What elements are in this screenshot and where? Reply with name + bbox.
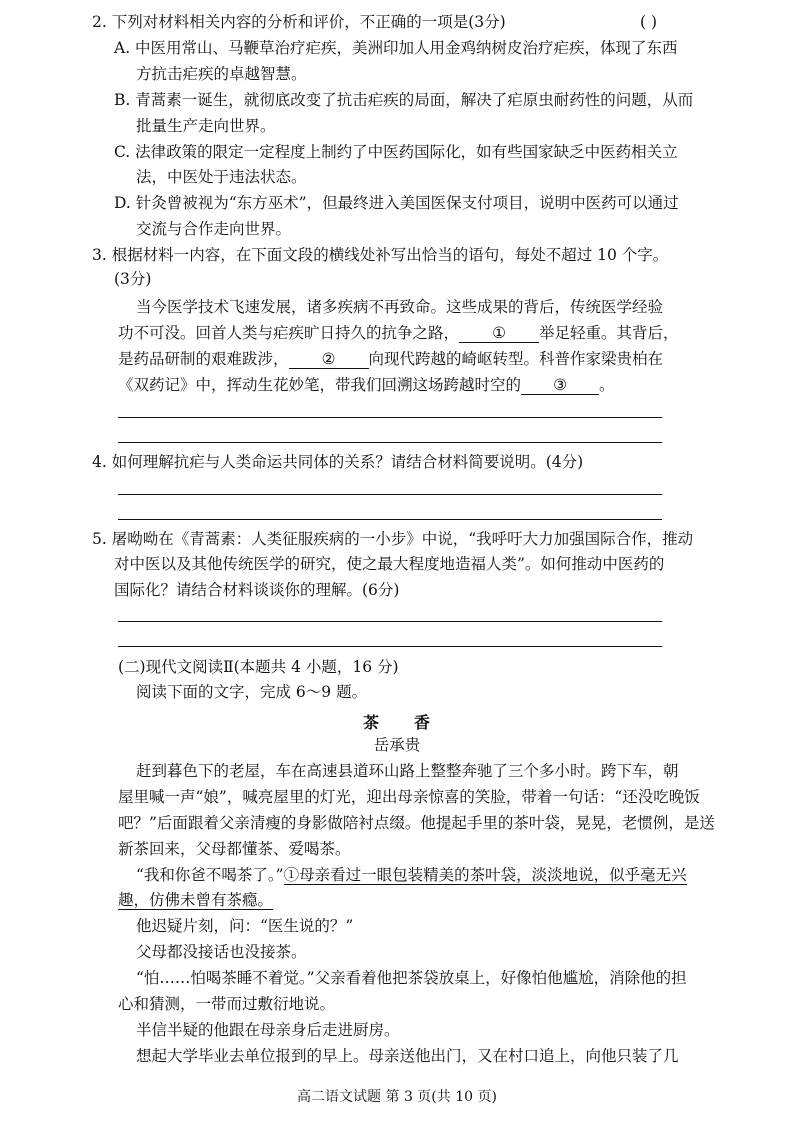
article-paragraph-line: 想起大学毕业去单位报到的早上。母亲送他出门，又在村口追上，向他只装了几 [136,1047,679,1065]
article-paragraph-line: 吧？”后面跟着父亲清瘦的身影做陪衬点缀。他提起手里的茶叶袋，晃晃，老惯例，是送 [118,814,715,832]
question-3-line1: 3. 根据材料一内容，在下面文段的横线处补写出恰当的语句，每处不超过 10 个字。 [92,246,669,264]
article-title: 茶 香 [362,713,431,732]
question-5-line3: 国际化？请结合材料谈谈你的理解。(6分) [114,581,400,599]
fill-blank-3[interactable]: ③ [521,376,599,395]
option-d-line2: 交流与合作走向世界。 [136,220,292,238]
page-footer: 高二语文试题 第 3 页(共 10 页) [297,1089,497,1105]
q3-passage-line4 [118,374,615,396]
question-5-line1: 5. 屠呦呦在《青蒿素：人类征服疾病的一小步》中说，“我呼吁大力加强国际合作，推动 [92,530,694,548]
q3-text: 向现代跨越的崎岖转型。科普作家梁贵柏在 [368,350,664,368]
article-paragraph-line: 半信半疑的他跟在母亲身后走进厨房。 [136,1021,400,1039]
question-3-score: (3分) [114,270,152,288]
option-d-line1: D. 针灸曾被视为“东方巫术”，但最终进入美国医保支付项目，说明中医药可以通过 [114,194,679,212]
article-paragraph-line: 父母都没接话也没接茶。 [136,943,307,961]
article-paragraph-line: 他迟疑片刻，问：“医生说的？” [136,917,354,935]
article-paragraph-line: “怕……怕喝茶睡不着觉。”父亲看着他把茶袋放桌上，好像怕他尴尬，消除他的担 [136,969,687,987]
q3-passage-line2 [118,322,679,344]
dialogue-text: “我和你爸不喝茶了。” [136,866,284,884]
option-c-line1: C. 法律政策的限定一定程度上制约了中医药国际化，如有些国家缺乏中医药相关立 [114,143,678,161]
article-author: 岳承贵 [373,736,421,754]
article-paragraph-line: 心和猜测，一带而过敷衍地说。 [118,995,336,1013]
q3-text: 。 [599,376,615,394]
q3-text: 功不可没。回首人类与疟疾旷日持久的抗争之路， [118,324,460,342]
answer-line[interactable] [118,621,662,622]
fill-blank-1[interactable]: ① [459,324,539,343]
section-heading: (二)现代文阅读Ⅱ(本题共 4 小题，16 分) [118,658,399,676]
article-paragraph-line: 新茶回来，父母都懂茶、爱喝茶。 [118,840,351,858]
q3-text: 《双药记》中，挥动生花妙笔，带我们回溯这场跨越时空的 [118,376,522,394]
answer-line[interactable] [118,519,662,520]
option-b-line1: B. 青蒿素一诞生，就彻底改变了抗击疟疾的局面，解决了疟原虫耐药性的问题，从而 [114,91,694,109]
q3-text: 举足轻重。其背后， [539,324,679,342]
option-a-line1: A. 中医用常山、马鞭草治疗疟疾，美洲印加人用金鸡纳树皮治疗疟疾，体现了东西 [114,39,678,57]
underlined-sentence-1-cont: 趣，仿佛未曾有茶瘾。 [118,891,274,909]
answer-parentheses: ( ) [640,13,658,31]
option-a-line2: 方抗击疟疾的卓越智慧。 [136,65,307,83]
question-2-stem: 2. 下列对材料相关内容的分析和评价，不正确的一项是(3分) [92,13,506,31]
option-c-line2: 法，中医处于违法状态。 [136,168,307,186]
option-b-line2: 批量生产走向世界。 [136,117,276,135]
q3-passage-line1: 当今医学技术飞速发展，诸多疾病不再致命。这些成果的背后，传统医学经验 [136,298,664,316]
answer-line[interactable] [118,494,662,495]
article-paragraph-line: 屋里喊一声“娘”，喊亮屋里的灯光，迎出母亲惊喜的笑脸，带着一句话：“还没吃晚饭 [118,788,700,806]
fill-blank-2[interactable]: ② [289,350,369,369]
answer-line[interactable] [118,442,662,443]
q3-text: 是药品研制的艰难跋涉， [118,350,289,368]
answer-line[interactable] [118,417,662,418]
question-4: 4. 如何理解抗疟与人类命运共同体的关系？请结合材料简要说明。(4分) [92,453,584,471]
article-paragraph-line: 赶到暮色下的老屋，车在高速县道环山路上整整奔驰了三个多小时。跨下车，朝 [136,762,679,780]
section-instruction: 阅读下面的文字，完成 6～9 题。 [136,683,368,701]
article-paragraph-line [136,864,687,886]
q3-passage-line3 [118,348,663,370]
underlined-sentence-1: ①母亲看过一眼包装精美的茶叶袋，淡淡地说，似乎毫无兴 [283,866,687,884]
article-paragraph-line [118,889,273,911]
question-5-line2: 对中医以及其他传统医学的研究，使之最大程度地造福人类”。如何推动中医药的 [114,555,665,573]
answer-line[interactable] [118,646,662,647]
